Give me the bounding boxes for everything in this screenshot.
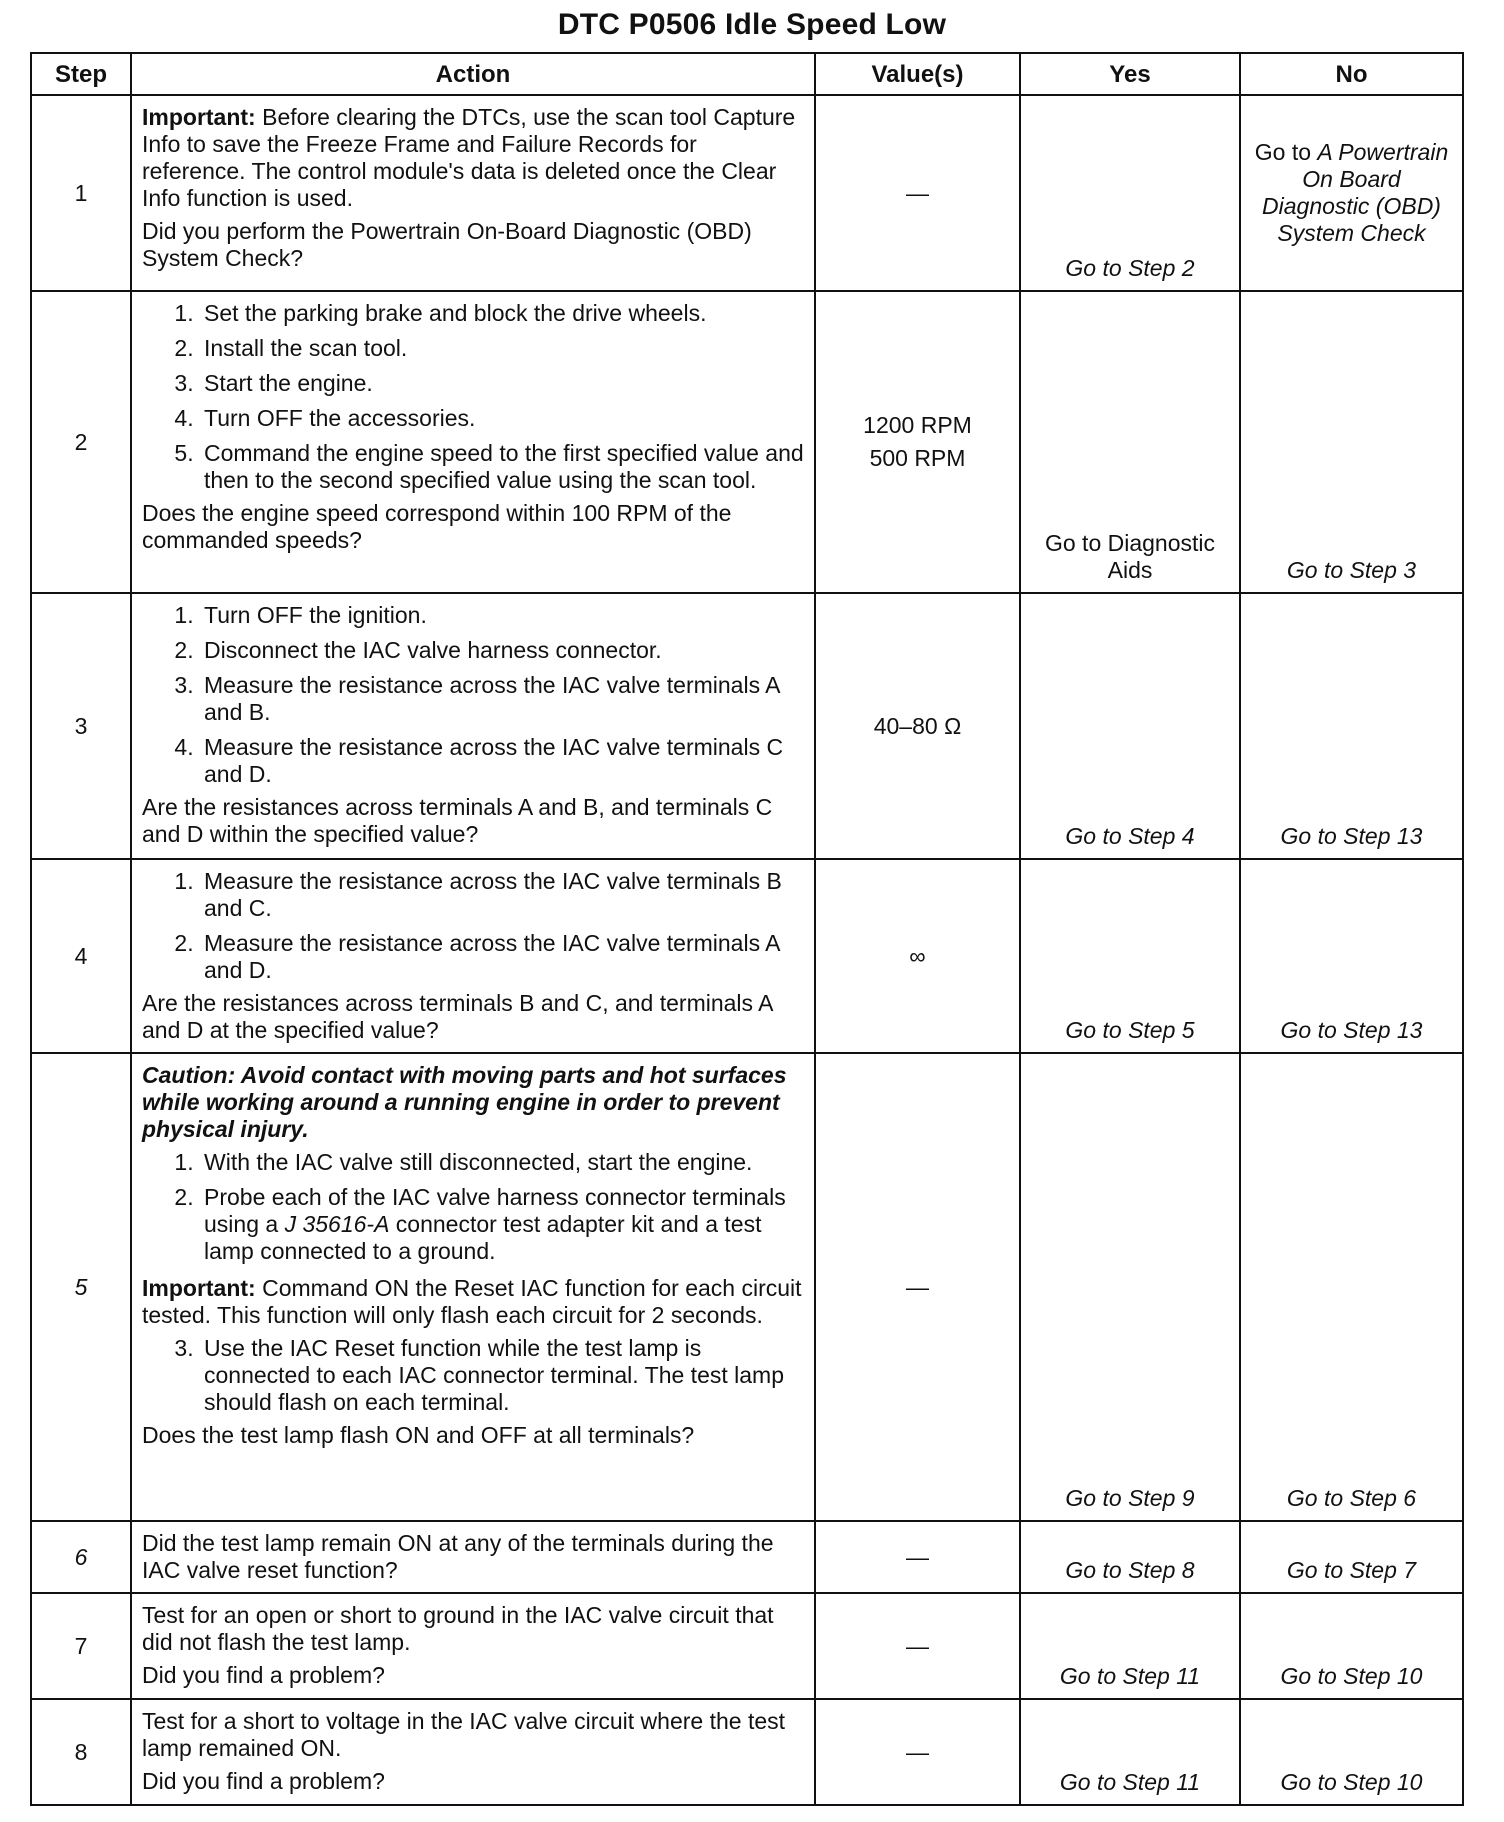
instruction-item xyxy=(200,1184,804,1265)
yes-result: Go to Step 4 xyxy=(1020,593,1240,859)
step-question: Are the resistances across terminals B and C, and terminals A and D at the specified value? xyxy=(142,990,773,1043)
no-result: Go to Step 10 xyxy=(1240,1593,1463,1699)
step-action xyxy=(131,1521,815,1593)
step-action xyxy=(131,95,815,291)
step-number: 8 xyxy=(31,1699,131,1805)
step-value: — xyxy=(815,1053,1020,1521)
important-text: Command ON the Reset IAC function for each circuit tested. This function will only flash each circuit for 2 seconds. xyxy=(142,1275,802,1328)
instruction-item: 1. With the IAC valve still disconnected, start the engine. xyxy=(200,1149,804,1176)
tool-number: J 35616-A xyxy=(284,1211,390,1237)
step-number: 5 xyxy=(31,1053,131,1521)
instruction-item: 3. Use the IAC Reset function while the test lamp is connected to each IAC connector terminal. The test lamp should flash on each terminal. xyxy=(200,1335,804,1416)
instruction-item: 3. Start the engine. xyxy=(200,370,804,397)
step-question: Did you find a problem? xyxy=(142,1768,385,1794)
yes-result: Go to Step 9 xyxy=(1020,1053,1240,1521)
step-number: 6 xyxy=(31,1521,131,1593)
no-result: Go to Step 7 xyxy=(1240,1521,1463,1593)
table-row xyxy=(31,1699,1463,1805)
table-row xyxy=(31,291,1463,593)
diagnostic-table xyxy=(30,52,1464,1806)
instruction-item: 1. Set the parking brake and block the drive wheels. xyxy=(200,300,804,327)
no-result xyxy=(1240,95,1463,291)
step-text: Test for an open or short to ground in the IAC valve circuit that did not flash the test lamp. xyxy=(142,1602,774,1655)
step-action xyxy=(131,859,815,1053)
important-label: Important: xyxy=(142,104,256,130)
header-row xyxy=(31,53,1463,95)
instruction-item: 1. Turn OFF the ignition. xyxy=(200,602,804,629)
instruction-item: 1. Measure the resistance across the IAC valve terminals B and C. xyxy=(200,868,804,922)
step-question: Did you perform the Powertrain On-Board Diagnostic (OBD) System Check? xyxy=(142,218,752,271)
step-question: Does the engine speed correspond within 100 RPM of the commanded speeds? xyxy=(142,500,732,553)
important-note xyxy=(142,1275,804,1329)
value-line: 500 RPM xyxy=(869,445,966,471)
table-row xyxy=(31,859,1463,1053)
step-number: 3 xyxy=(31,593,131,859)
no-result: Go to Step 13 xyxy=(1240,859,1463,1053)
instruction-item: 2. Disconnect the IAC valve harness connector. xyxy=(200,637,804,664)
step-number: 1 xyxy=(31,95,131,291)
step-instructions xyxy=(142,300,804,494)
step-instructions xyxy=(142,1149,804,1265)
important-text: Before clearing the DTCs, use the scan tool Capture Info to save the Freeze Frame and Failure Records for reference. The control module's data is deleted once the Clear Info function is used. xyxy=(142,104,796,211)
header-yes: Yes xyxy=(1020,53,1240,95)
step-value: — xyxy=(815,1521,1020,1593)
step-text: Test for a short to voltage in the IAC valve circuit where the test lamp remained ON. xyxy=(142,1708,786,1761)
instruction-item: 2. Install the scan tool. xyxy=(200,335,804,362)
yes-result: Go to Step 5 xyxy=(1020,859,1240,1053)
instruction-item: 4. Measure the resistance across the IAC valve terminals C and D. xyxy=(200,734,804,788)
step-action xyxy=(131,1699,815,1805)
no-result: Go to Step 3 xyxy=(1240,291,1463,593)
instruction-text: connector test adapter kit and a test lamp connected to a ground. xyxy=(204,1211,762,1264)
important-label: Important: xyxy=(142,1275,256,1301)
page-title: DTC P0506 Idle Speed Low xyxy=(557,8,947,41)
step-number: 7 xyxy=(31,1593,131,1699)
yes-result: Go to Diagnostic Aids xyxy=(1020,291,1240,593)
no-result-link: A Powertrain On Board Diagnostic (OBD) System Check xyxy=(1262,139,1449,246)
no-result: Go to Step 10 xyxy=(1240,1699,1463,1805)
table-row xyxy=(31,95,1463,291)
step-value: — xyxy=(815,1699,1020,1805)
step-action xyxy=(131,593,815,859)
no-result: Go to Step 13 xyxy=(1240,593,1463,859)
step-number: 2 xyxy=(31,291,131,593)
step-question: Does the test lamp flash ON and OFF at all terminals? xyxy=(142,1422,695,1448)
header-step: Step xyxy=(31,53,131,95)
header-no: No xyxy=(1240,53,1463,95)
table-row xyxy=(31,1521,1463,1593)
step-question: Did you find a problem? xyxy=(142,1662,385,1688)
step-question: Did the test lamp remain ON at any of the terminals during the IAC valve reset function? xyxy=(142,1530,774,1583)
step-number: 4 xyxy=(31,859,131,1053)
instruction-item: 5. Command the engine speed to the first specified value and then to the second specified value using the scan tool. xyxy=(200,440,804,494)
table-row xyxy=(31,593,1463,859)
step-value: — xyxy=(815,1593,1020,1699)
step-action xyxy=(131,1593,815,1699)
value-line: 1200 RPM xyxy=(863,412,972,438)
table-row xyxy=(31,1593,1463,1699)
header-action: Action xyxy=(131,53,815,95)
instruction-item: 3. Measure the resistance across the IAC valve terminals A and B. xyxy=(200,672,804,726)
header-values: Value(s) xyxy=(815,53,1020,95)
step-instructions xyxy=(142,1335,804,1416)
step-instructions xyxy=(142,602,804,788)
no-result-prefix: Go to xyxy=(1254,139,1318,165)
step-action xyxy=(131,1053,815,1521)
instruction-item: 4. Turn OFF the accessories. xyxy=(200,405,804,432)
yes-result: Go to Step 11 xyxy=(1020,1699,1240,1805)
caution-note: Caution: Avoid contact with moving parts and hot surfaces while working around a running engine in order to prevent physical injury. xyxy=(142,1062,787,1142)
yes-result: Go to Step 8 xyxy=(1020,1521,1240,1593)
step-value: — xyxy=(815,95,1020,291)
step-instructions xyxy=(142,868,804,984)
step-value: ∞ xyxy=(815,859,1020,1053)
yes-result: Go to Step 11 xyxy=(1020,1593,1240,1699)
yes-result: Go to Step 2 xyxy=(1020,95,1240,291)
instruction-text: Probe each of the IAC valve harness connector terminals using a xyxy=(204,1184,786,1237)
step-action xyxy=(131,291,815,593)
no-result: Go to Step 6 xyxy=(1240,1053,1463,1521)
table-row xyxy=(31,1053,1463,1521)
step-value xyxy=(815,291,1020,593)
step-value: 40–80 Ω xyxy=(815,593,1020,859)
important-note xyxy=(142,104,804,212)
step-question: Are the resistances across terminals A and B, and terminals C and D within the specified value? xyxy=(142,794,773,847)
instruction-item: 2. Measure the resistance across the IAC valve terminals A and D. xyxy=(200,930,804,984)
